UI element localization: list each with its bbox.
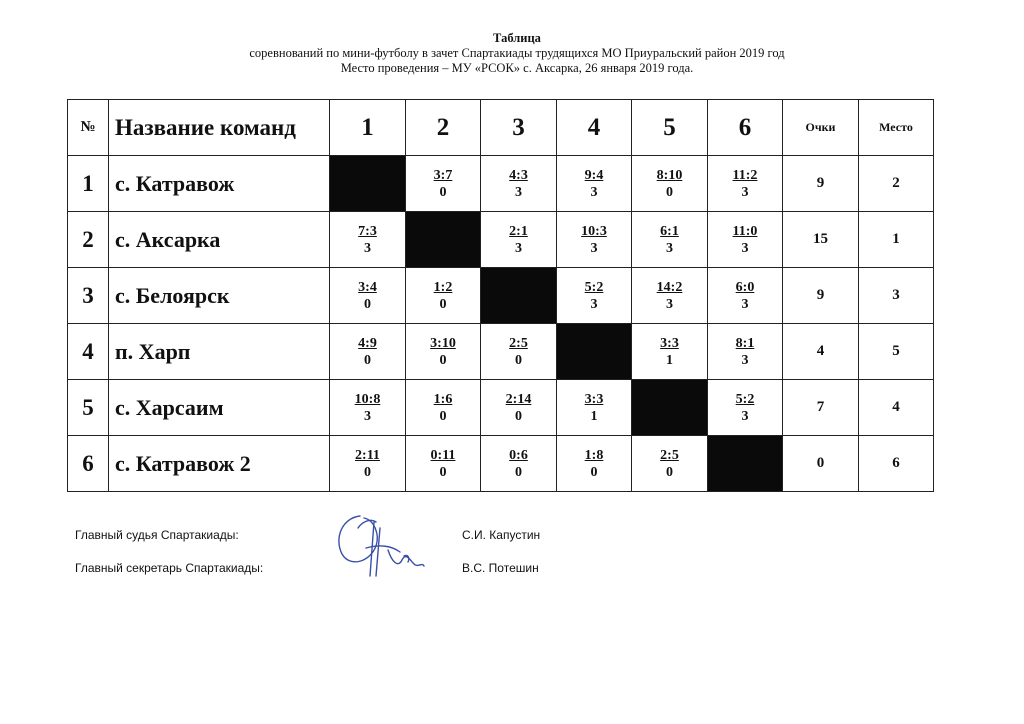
signature-icon: [330, 502, 440, 582]
match-points: 3: [741, 296, 749, 312]
total-points: 15: [783, 212, 859, 268]
match-points: 0: [439, 352, 447, 368]
match-score: 2:1: [509, 223, 528, 239]
match-points: 0: [363, 464, 371, 480]
match-score: 10:8: [354, 391, 381, 407]
match-score: 10:3: [581, 223, 607, 239]
header-row: [68, 100, 934, 156]
team-name: с. Харсаим: [109, 380, 330, 436]
match-result-cell: [557, 380, 632, 436]
match-result: [509, 223, 528, 257]
match-score: 2:14: [505, 391, 532, 407]
match-result: [581, 223, 607, 257]
col-header-team: Название команд: [109, 100, 330, 156]
diagonal-cell: [330, 156, 406, 212]
match-points: 3: [741, 408, 749, 424]
diagonal-cell: [632, 380, 708, 436]
total-points: 9: [783, 268, 859, 324]
match-score: 4:9: [358, 335, 377, 351]
match-result-cell: [406, 436, 481, 492]
match-score: 2:5: [660, 447, 679, 463]
match-result-cell: [330, 268, 406, 324]
final-place: 4: [859, 380, 934, 436]
match-points: 0: [514, 352, 522, 368]
match-result: [509, 167, 528, 201]
judge-name: С.И. Капустин: [462, 528, 541, 542]
match-points: 0: [363, 352, 371, 368]
match-score: 2:11: [355, 447, 380, 463]
match-result-cell: [708, 156, 783, 212]
standings-table: [67, 99, 934, 492]
match-result-cell: [632, 324, 708, 380]
match-result-cell: [481, 324, 557, 380]
match-result: [733, 167, 758, 201]
match-score: 5:2: [735, 391, 755, 407]
match-points: 3: [363, 408, 371, 424]
match-score: 3:7: [433, 167, 453, 183]
match-result-cell: [557, 436, 632, 492]
team-number: 1: [68, 156, 109, 212]
match-points: 0: [439, 184, 447, 200]
match-points: 3: [741, 240, 749, 256]
match-result-cell: [406, 268, 481, 324]
match-result: [358, 335, 377, 369]
match-result: [431, 447, 456, 481]
match-result: [506, 391, 532, 425]
col-header-opp-4: 4: [557, 100, 632, 156]
match-result-cell: [406, 380, 481, 436]
match-score: 11:0: [732, 223, 758, 239]
diagonal-cell: [708, 436, 783, 492]
match-result: [660, 335, 679, 369]
team-number: 4: [68, 324, 109, 380]
match-result: [657, 279, 683, 313]
total-points: 4: [783, 324, 859, 380]
match-result-cell: [632, 268, 708, 324]
match-score: 5:2: [584, 279, 604, 295]
match-points: 3: [590, 240, 598, 256]
team-number: 2: [68, 212, 109, 268]
match-score: 6:0: [735, 279, 755, 295]
match-points: 3: [665, 240, 673, 256]
col-header-opp-3: 3: [481, 100, 557, 156]
match-result-cell: [632, 436, 708, 492]
match-result: [434, 279, 453, 313]
table-row: [68, 212, 934, 268]
match-result-cell: [557, 156, 632, 212]
match-score: 4:3: [509, 167, 528, 183]
match-points: 0: [665, 464, 673, 480]
final-place: 1: [859, 212, 934, 268]
match-points: 0: [514, 408, 522, 424]
match-result: [585, 391, 604, 425]
match-result: [585, 167, 604, 201]
team-name: с. Катравож: [109, 156, 330, 212]
match-result: [733, 223, 758, 257]
col-header-opp-5: 5: [632, 100, 708, 156]
match-points: 3: [590, 184, 598, 200]
match-points: 0: [590, 464, 598, 480]
match-result: [585, 447, 604, 481]
match-points: 3: [741, 184, 749, 200]
total-points: 9: [783, 156, 859, 212]
match-result: [355, 447, 380, 481]
match-score: 3:4: [358, 279, 377, 295]
match-result: [736, 279, 755, 313]
team-name: с. Аксарка: [109, 212, 330, 268]
match-score: 3:10: [430, 335, 456, 351]
match-points: 0: [439, 464, 447, 480]
match-score: 8:10: [656, 167, 683, 183]
match-result-cell: [708, 268, 783, 324]
table-row: [68, 324, 934, 380]
match-result: [355, 391, 381, 425]
document-venue: Место проведения – МУ «РСОК» с. Аксарка, 26 января 2019 года.: [340, 61, 694, 75]
match-points: 1: [590, 408, 598, 424]
col-header-num: №: [68, 100, 109, 156]
match-score: 0:6: [509, 447, 528, 463]
match-score: 3:3: [660, 335, 679, 351]
match-result-cell: [406, 324, 481, 380]
match-result-cell: [330, 436, 406, 492]
match-score: 8:1: [735, 335, 755, 351]
table-row: [68, 436, 934, 492]
document-header: [0, 31, 1024, 76]
match-result: [736, 335, 755, 369]
match-result-cell: [557, 212, 632, 268]
match-points: 3: [590, 296, 598, 312]
match-result-cell: [557, 268, 632, 324]
col-header-opp-1: 1: [330, 100, 406, 156]
match-score: 1:6: [433, 391, 453, 407]
match-result-cell: [481, 156, 557, 212]
final-place: 5: [859, 324, 934, 380]
match-result: [358, 279, 377, 313]
match-score: 6:1: [660, 223, 679, 239]
secretary-label: Главный секретарь Спартакиады:: [75, 561, 264, 575]
final-place: 3: [859, 268, 934, 324]
match-score: 9:4: [584, 167, 604, 183]
match-points: 0: [665, 184, 673, 200]
match-result-cell: [481, 380, 557, 436]
match-points: 1: [665, 352, 673, 368]
diagonal-cell: [481, 268, 557, 324]
match-points: 3: [363, 240, 371, 256]
final-place: 2: [859, 156, 934, 212]
judge-label: Главный судья Спартакиады:: [75, 528, 239, 542]
col-header-points: Очки: [783, 100, 859, 156]
match-points: 3: [741, 352, 749, 368]
match-result: [660, 223, 679, 257]
team-name: с. Белоярск: [109, 268, 330, 324]
match-result-cell: [481, 212, 557, 268]
match-result-cell: [708, 212, 783, 268]
match-score: 11:2: [732, 167, 758, 183]
match-score: 2:5: [509, 335, 528, 351]
match-result: [434, 167, 453, 201]
match-result-cell: [632, 156, 708, 212]
match-points: 0: [514, 464, 522, 480]
match-points: 3: [514, 184, 522, 200]
match-score: 1:8: [584, 447, 604, 463]
match-result-cell: [330, 324, 406, 380]
col-header-place: Место: [859, 100, 934, 156]
diagonal-cell: [406, 212, 481, 268]
team-name: с. Катравож 2: [109, 436, 330, 492]
match-result-cell: [406, 156, 481, 212]
col-header-opp-2: 2: [406, 100, 481, 156]
match-points: 3: [665, 296, 673, 312]
final-place: 6: [859, 436, 934, 492]
match-result: [509, 447, 528, 481]
table-row: [68, 268, 934, 324]
total-points: 0: [783, 436, 859, 492]
document-subtitle: соревнований по мини-футболу в зачет Спартакиады трудящихся МО Приуральский район 2019 год: [249, 46, 785, 60]
match-result-cell: [481, 436, 557, 492]
match-score: 14:2: [656, 279, 683, 295]
match-result-cell: [708, 324, 783, 380]
team-number: 6: [68, 436, 109, 492]
secretary-name: В.С. Потешин: [462, 561, 539, 575]
match-result: [358, 223, 377, 257]
match-result: [585, 279, 604, 313]
diagonal-cell: [557, 324, 632, 380]
match-points: 0: [439, 296, 447, 312]
table-row: [68, 380, 934, 436]
match-result: [509, 335, 528, 369]
match-score: 7:3: [358, 223, 377, 239]
match-result-cell: [708, 380, 783, 436]
match-points: 0: [363, 296, 371, 312]
document-title: Таблица: [493, 31, 541, 45]
match-result: [657, 167, 683, 201]
team-number: 5: [68, 380, 109, 436]
match-result-cell: [330, 212, 406, 268]
team-number: 3: [68, 268, 109, 324]
match-result-cell: [330, 380, 406, 436]
match-score: 3:3: [584, 391, 604, 407]
table-row: [68, 156, 934, 212]
standings-body: [68, 156, 934, 492]
match-result: [660, 447, 679, 481]
match-result: [736, 391, 755, 425]
match-result-cell: [632, 212, 708, 268]
team-name: п. Харп: [109, 324, 330, 380]
match-score: 1:2: [433, 279, 453, 295]
match-result: [430, 335, 456, 369]
match-points: 0: [439, 408, 447, 424]
match-points: 3: [514, 240, 522, 256]
col-header-opp-6: 6: [708, 100, 783, 156]
total-points: 7: [783, 380, 859, 436]
match-score: 0:11: [430, 447, 456, 463]
match-result: [434, 391, 453, 425]
